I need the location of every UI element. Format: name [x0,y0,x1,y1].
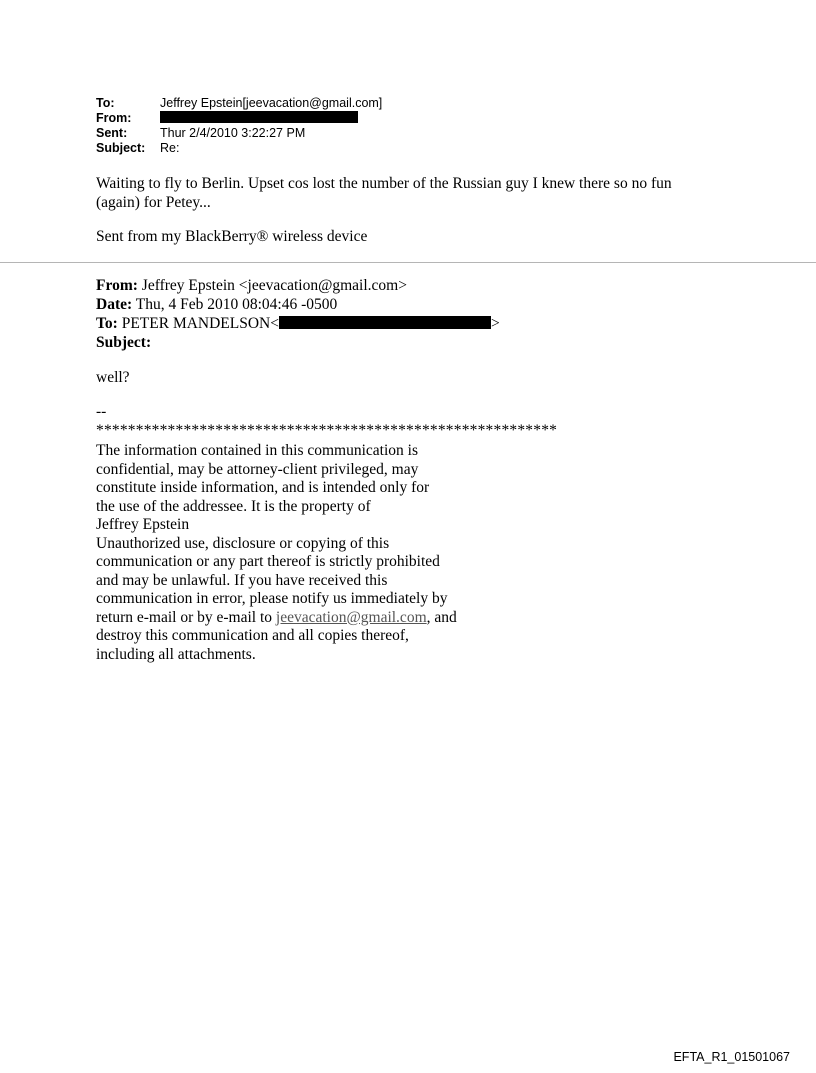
document-id: EFTA_R1_01501067 [673,1050,790,1064]
fwd-from-label: From: [96,277,138,294]
disclaimer-line: constitute inside information, and is intended only for [96,479,430,496]
header-to-row [96,96,382,111]
disclaimer-line: the use of the addressee. It is the property of [96,497,371,515]
fwd-date-value: Thu, 4 Feb 2010 08:04:46 -0500 [135,296,338,313]
to-label: To: [96,96,115,110]
disclaimer-line: communication or any part thereof is strictly prohibited [96,553,440,570]
reply-body-line: Waiting to fly to Berlin. Upset cos lost the number of the Russian guy I knew there so no fun [96,175,672,192]
separator-stars: ********************************************************** [96,422,558,439]
disclaimer-line: Unauthorized use, disclosure or copying of this [96,534,390,552]
reply-signature: Sent from my BlackBerry® wireless device [96,228,368,245]
header-from-row [96,111,382,126]
header-sent-row [96,126,382,141]
fwd-date-row [96,295,500,314]
reply-body-line: (again) for Petey... [96,194,211,211]
fwd-to-close: > [491,315,500,332]
fwd-to-value: PETER MANDELSON< [121,315,279,332]
sent-label: Sent: [96,126,128,140]
forwarded-header [96,276,500,352]
fwd-to-row [96,314,500,333]
reply-body [96,174,736,212]
message-divider [0,262,816,263]
fwd-date-label: Date: [96,296,133,313]
disclaimer-line: and may be unlawful. If you have received this [96,571,388,589]
disclaimer-line: Jeffrey Epstein [96,516,190,533]
disclaimer-line: The information contained in this communication is [96,442,418,459]
redaction-block [279,316,491,329]
disclaimer-line: including all attachments. [96,645,256,663]
message-body: well? [96,369,130,386]
fwd-subject-row [96,333,500,352]
subject-value: Re: [160,141,180,155]
disclaimer-line: confidential, may be attorney-client privileged, may [96,460,419,478]
disclaimer-line: return e-mail or by e-mail to jeevacation@gmail.com, and [96,608,457,626]
redaction-block [160,111,358,123]
header-subject-row [96,141,382,156]
signature-dash: -- [96,403,107,420]
email-header [96,96,382,156]
disclaimer-line: destroy this communication and all copies thereof, [96,627,409,644]
to-value: Jeffrey Epstein[jeevacation@gmail.com] [160,96,383,110]
confidentiality-disclaimer [96,441,516,663]
email-link[interactable]: jeevacation@gmail.com [275,608,427,626]
from-label: From: [96,111,132,125]
subject-label: Subject: [96,141,146,155]
disclaimer-line: communication in error, please notify us immediately by [96,590,448,607]
fwd-to-label: To: [96,315,118,332]
fwd-from-value: Jeffrey Epstein <jeevacation@gmail.com> [141,277,407,294]
fwd-subject-label: Subject: [96,334,152,351]
sent-value: Thur 2/4/2010 3:22:27 PM [160,126,306,140]
fwd-from-row [96,276,500,295]
